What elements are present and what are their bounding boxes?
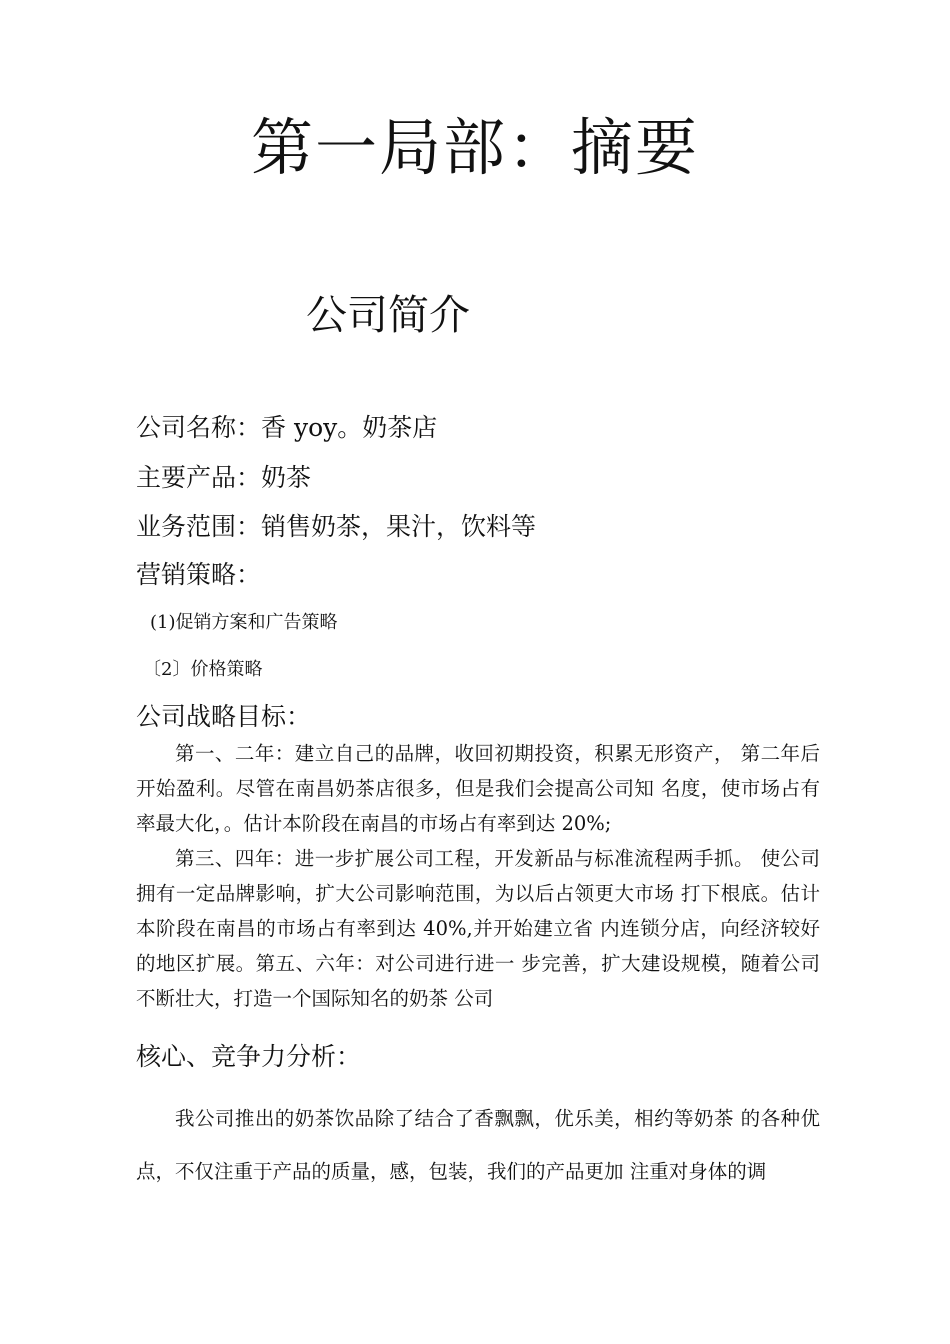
goals-paragraph-2: 第三、四年：进一步扩展公司工程，开发新品与标准流程两手抓。 使公司拥有一定品牌影响，扩大公司影响范围，为以后占领更大市场 打下根底。估计本阶段在南昌的市场占有率到达 40%,并开始建立省 内连锁分店，向经济较好的地区扩展。第五、六年：对公司进行进一 步完善，扩大建设规模，随着公司不断壮大，打造一个国际知名的奶茶 公司 (136, 847, 820, 1010)
business-scope-line: 业务范围：销售奶茶，果汁，饮料等 (136, 512, 537, 541)
main-product-line: 主要产品：奶茶 (136, 463, 312, 492)
section-title: 公司简介 (306, 291, 470, 339)
marketing-item-pricing: 〔2〕价格策略 (143, 659, 263, 680)
competition-paragraph: 我公司推出的奶茶饮品除了结合了香飘飘，优乐美，相约等奶茶 的各种优点，不仅注重于产品的质量，感，包装，我们的产品更加 注重对身体的调 (136, 1107, 820, 1183)
marketing-heading: 营销策略： (136, 560, 262, 589)
company-name-line: 公司名称：香 yoy。奶茶店 (136, 413, 438, 442)
competition-heading: 核心、竞争力分析： (136, 1042, 362, 1071)
goals-paragraph-1: 第一、二年：建立自己的品牌，收回初期投资，积累无形资产， 第二年后开始盈利。尽管在南昌奶茶店很多，但是我们会提高公司知 名度，使市场占有率最大化，。估计本阶段在南昌的市场占有率到达 20%; (136, 742, 820, 835)
goals-heading: 公司战略目标： (136, 702, 312, 731)
marketing-item-promotion: (1)促销方案和广告策略 (150, 612, 338, 633)
page-title: 第一局部：摘要 (250, 111, 699, 184)
